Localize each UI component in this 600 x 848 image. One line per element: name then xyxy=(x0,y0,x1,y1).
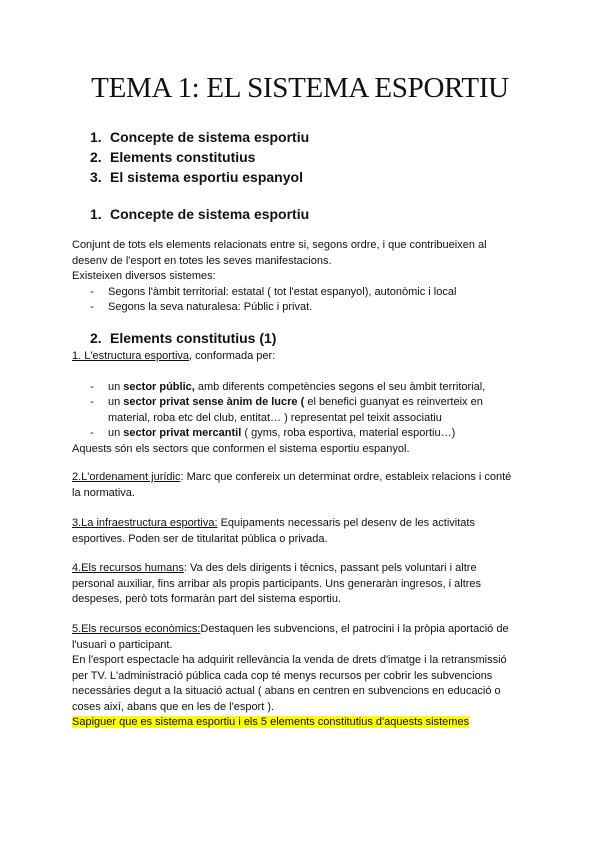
section-1-intro: Existeixen diversos sistemes: xyxy=(72,270,216,282)
section-1-heading: 1. Concepte de sistema esportiu xyxy=(90,206,310,222)
list-item: - un sector privat sense ànim de lucre ( el benefici guanyat es reinverteix en material, roba etc del club, entitat… ) representat pel teixit associatiu xyxy=(90,396,483,424)
toc-item: 2. Elements constitutius xyxy=(90,149,256,165)
element-5-detail: En l'esport espectacle ha adquirit rellevància la venda de drets d'imatge i la retransmissió per TV. L'administració pública cada cop té menys recursos per cobrir les subvencions necessàries degut a la situació actual ( abans en centren en subvencions en educació o coses així, abans que en les de l'esport ). xyxy=(72,654,507,713)
section-1-body xyxy=(72,238,512,316)
page-title: TEMA 1: EL SISTEMA ESPORTIU xyxy=(91,72,509,104)
element-1-label: 1. L'estructura esportiva xyxy=(72,350,190,362)
section-1-list xyxy=(72,285,512,316)
element-3-block: 3.La infraestructura esportiva: Equipaments necessaris pel desenv de les activitats esportives. Poden ser de titularitat pública o privada. xyxy=(72,517,475,545)
highlighted-note: Sapiguer que es sistema esportiu i els 5 elements constitutius d'aquests sistemes xyxy=(72,716,470,728)
element-5-label: 5.Els recursos econòmics: xyxy=(72,623,201,635)
element-4-label: 4.Els recursos humans xyxy=(72,562,184,574)
sectors-list xyxy=(72,380,512,442)
section-2-heading: 2. Elements constitutius (1) xyxy=(90,330,277,346)
toc-item: 1. Concepte de sistema esportiu xyxy=(90,129,310,145)
table-of-contents xyxy=(90,127,309,187)
section-1-definition: Conjunt de tots els elements relacionats entre si, segons ordre, i que contribueixen al desenv de l'esport en totes les seves manifestacions. xyxy=(72,239,487,267)
list-item: - Segons l'àmbit territorial: estatal ( tot l'estat espanyol), autonòmic i local xyxy=(90,285,457,298)
list-item: - un sector públic, amb diferents competències segons el seu àmbit territorial, xyxy=(90,380,486,393)
list-item: - un sector privat mercantil ( gyms, roba esportiva, material esportiu…) xyxy=(90,427,456,439)
element-5-block: 5.Els recursos econòmics:Destaquen les subvencions, el patrocini i la pròpia aportació de l'usuari o participant. En l'esport espectacle ha adquirit rellevància la venda de drets d'imatge i la retransmissió per TV. L'administració pública cada cop té menys recursos per cobrir les subvencions necessàries degut a la situació actual ( abans en centren en subvencions en educació o coses així, abans que en les de l'esport ). Sapiguer que es sistema esportiu i els 5 elements constitutius d'aquests sistemes xyxy=(72,622,512,731)
list-item: - Segons la seva naturalesa: Públic i privat. xyxy=(90,301,313,313)
sectors-summary: Aquests són els sectors que conformen el sistema esportiu espanyol. xyxy=(72,442,410,455)
element-2-block: 2.L'ordenament jurídic: Marc que confereix un determinat ordre, estableix relacions i conté la normativa. xyxy=(72,471,512,499)
toc-item: 3. El sistema esportiu espanyol xyxy=(90,169,303,185)
element-4-block: 4.Els recursos humans: Va des dels dirigents i tècnics, passant pels voluntari i altre personal auxiliar, fins arribar als propis participants. Uns generaràn ingresos, i altres despeses, però tots formaràn part del sistema esportiu. xyxy=(72,562,482,605)
element-3-label: 3.La infraestructura esportiva: xyxy=(72,517,218,529)
element-1-block: 1. L'estructura esportiva, conformada per: - un sector públic, amb diferents competències segons el seu àmbit territorial, - un sector privat sense ànim de lucre ( el benefici guanyat es reinverteix en material, roba etc del club, entitat… ) representat pel teixit associatiu - un sector privat mercantil ( gyms, roba esportiva, material esportiu…) Aquests són els sectors que conformen el sistema esportiu espanyol. xyxy=(72,349,512,457)
element-2-label: 2.L'ordenament jurídic xyxy=(72,471,181,483)
